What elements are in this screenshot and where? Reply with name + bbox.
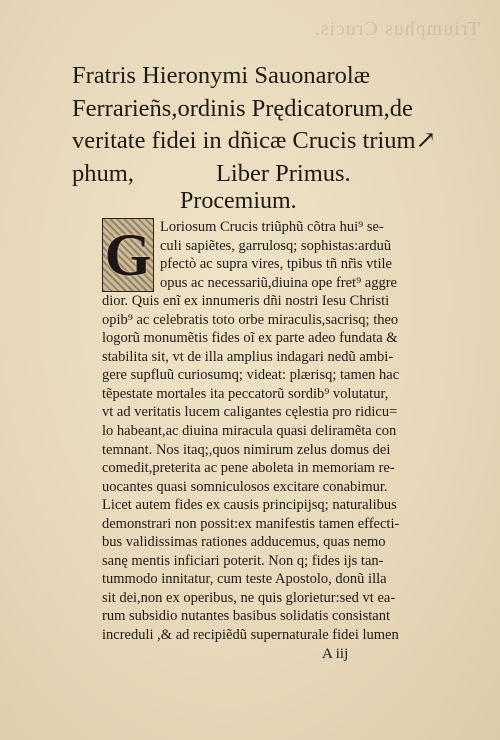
text-line: increduli ,& ad recipiẽdũ supernaturale fidei lumen <box>102 627 399 644</box>
text-line: comedit,preterita ac pene aboleta in memoriam re- <box>102 460 395 477</box>
text-line: vt ad veritatis lucem caligantes cęlestia pro ridicu= <box>102 404 398 421</box>
title-line: Ferrarieñs,ordinis Prędicatorum,de <box>72 94 413 122</box>
text-line: Licet autem fides ex causis principijsq; naturalibus <box>102 497 397 514</box>
text-line: temnant. Nos itaq;,quos nimirum zelus domus dei <box>102 441 391 458</box>
text-line: stabilita sit, vt de illa amplius indagari nedũ ambi- <box>102 348 394 365</box>
text-line: uocantes quasi somniculosos excitare conabimur. <box>102 478 388 495</box>
initial-letter: G <box>104 222 152 288</box>
text-line: tummodo innitatur, cum teste Apostolo, donũ illa <box>102 571 387 588</box>
text-line: opus ac necessariũ,diuina ope fret⁹ aggre <box>160 274 397 291</box>
body-text <box>102 218 424 645</box>
title-line: Liber Primus. <box>215 159 351 187</box>
title-line: phum, <box>72 159 134 187</box>
title-line: veritate fidei in dñicæ Crucis trium↗ <box>72 127 437 154</box>
text-line: logorũ monumẽtis fides oĩ ex parte adeo fundata & <box>102 330 398 347</box>
text-line: sanę mentis inficiari poterit. Non q; fides ijs tan- <box>102 552 384 569</box>
text-line: demonstrari non possit:ex manifestis tamen effecti- <box>102 515 400 532</box>
signature-mark: A iij <box>322 646 349 662</box>
text-line: dior. Quis enĩ ex innumeris dñi nostri Iesu Christi <box>102 293 390 310</box>
text-line: sit dei,non ex operibus, ne quis glorietur:sed vt ea- <box>102 589 396 606</box>
text-line: opib⁹ ac celebratis toto orbe miraculis,sacrisq; theo <box>102 311 399 328</box>
title-line: Fratris Hieronymi Sauonarolæ <box>72 62 371 89</box>
section-heading: Procemium. <box>180 188 297 214</box>
text-line: Loriosum Crucis triũphũ cõtra hui⁹ se- <box>160 219 384 235</box>
text-line: pfectò ac supra vires, tpibus tñ nr̃is vtile <box>160 256 392 273</box>
text-line: culi sapiẽtes, garrulosq; sophistas:arduũ <box>160 237 392 254</box>
text-line: lo habeant,ac diuina miracula quasi deliramẽta con <box>102 423 397 440</box>
title-block <box>72 60 472 190</box>
title-line-last <box>72 158 472 191</box>
show-through-text: Triumphus Crucis. <box>313 18 480 40</box>
text-line: gere supfluũ curiosumq; videat: plærisq; tamen hac <box>102 367 400 384</box>
text-line: bus validissimas rationes adducemus, quas nemo <box>102 534 386 551</box>
text-line: rum subsidio nutantes basibus solidatis consistant <box>102 608 390 625</box>
text-line: tẽpestate mortales ita peccatorũ sordib⁹ volutatur, <box>102 385 389 402</box>
